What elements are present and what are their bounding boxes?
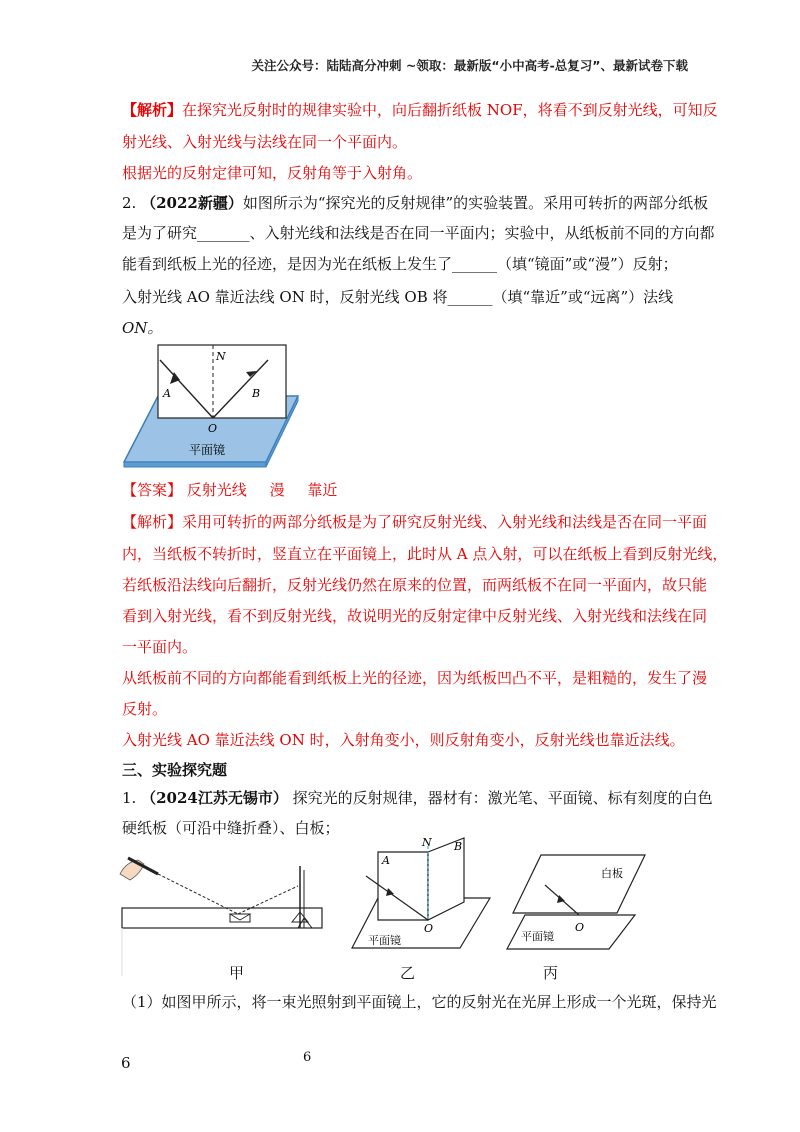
question-2-line-4: 入射光线 AO 靠近法线 ON 时，反射光线 OB 将______（填“靠近”或“远离”）法线: [122, 288, 674, 306]
answer-tag: 【答案】: [122, 481, 183, 499]
label-A: A: [163, 387, 171, 400]
figure-jia: [118, 848, 326, 978]
svg-text:平面镜: 平面镜: [368, 934, 401, 947]
svg-text:A: A: [382, 854, 390, 867]
svg-text:O: O: [424, 922, 434, 935]
figure-yi: [348, 830, 498, 960]
figure-jia-caption: 甲: [229, 964, 245, 982]
label-B: B: [252, 387, 261, 400]
label-N: N: [216, 350, 226, 363]
svg-text:平面镜: 平面镜: [521, 930, 554, 943]
question-1-line-1: 1. （2024江苏无锡市） 探究光的反射规律，器材有：激光笔、平面镜、标有刻度的白色: [122, 789, 713, 807]
white-board: [513, 855, 645, 913]
question-2-line-3: 能看到纸板上光的径迹，是因为光在纸板上发生了______（填“镜面”或“漫”）反射；: [122, 255, 678, 273]
analysis-1-line-2: 射光线、入射光线与法线在同一个平面内。: [122, 133, 408, 151]
svg-text:O: O: [575, 921, 585, 934]
figure-yi-caption: 乙: [400, 964, 416, 982]
reflection-figure: [118, 340, 308, 470]
question-number: 1.: [122, 789, 137, 807]
label-O: O: [208, 422, 218, 435]
analysis-2-line-6: 从纸板前不同的方向都能看到纸板上光的径迹，因为纸板凹凸不平，是粗糙的，发生了漫: [122, 669, 708, 687]
question-2-line-2: 是为了研究_______、入射光线和法线是否在同一平面内；实验中，从纸板前不同的方向都: [122, 224, 715, 242]
mirror: [230, 914, 250, 922]
analysis-2-line-5: 一平面内。: [122, 638, 198, 656]
svg-text:B: B: [454, 840, 463, 853]
analysis-2-line-1: 【解析】采用可转折的两部分纸板是为了研究反射光线、入射光线和法线是否在同一平面: [122, 513, 708, 531]
page-number-center: 6: [303, 1050, 312, 1065]
analysis-2-line-4: 看到入射光线，看不到反射光线，故说明光的反射定律中反射光线、入射光线和法线在同: [122, 607, 708, 625]
page-header: 关注公众号：陆陆高分冲刺 ~领取：最新版“小中高考-总复习”、最新试卷下载: [251, 58, 688, 73]
figure-bing-caption: 丙: [543, 964, 559, 982]
analysis-2-line-7: 反射。: [122, 700, 168, 718]
question-2-line-1: 2. （2022新疆）如图所示为“探究光的反射规律”的实验装置。采用可转折的两部分纸板: [122, 194, 709, 212]
answer-2: 【答案】 反射光线 漫 靠近: [122, 481, 338, 499]
svg-text:白板: 白板: [601, 867, 623, 880]
section-title: 三、实验探究题: [122, 761, 228, 779]
analysis-tag: 【解析】: [122, 101, 183, 119]
analysis-1-line-1: 【解析】在探究光反射时的规律实验中，向后翻折纸板 NOF，将看不到反射光线，可知反: [122, 101, 718, 119]
analysis-1-line-3: 根据光的反射定律可知，反射角等于入射角。: [122, 164, 423, 182]
svg-text:N: N: [422, 836, 432, 849]
question-source: （2022新疆）: [141, 194, 243, 212]
question-number: 2.: [122, 194, 137, 212]
analysis-tag: 【解析】: [122, 513, 183, 531]
question-2-line-5: ON。: [122, 319, 163, 337]
figure-bing: [505, 845, 655, 955]
analysis-2-line-2: 内，当纸板不转折时，竖直立在平面镜上，此时从 A 点入射，可以在纸板上看到反射光线，: [122, 545, 728, 563]
question-1-part-1: （1）如图甲所示，将一束光照射到平面镜上，它的反射光在光屏上形成一个光斑，保持光: [122, 993, 717, 1011]
analysis-2-line-3: 若纸板沿法线向后翻折，反射光线仍然在原来的位置，而两纸板不在同一平面内，故只能: [122, 576, 708, 594]
question-1-line-2: 硬纸板（可沿中缝折叠）、白板；: [122, 819, 340, 837]
analysis-2-line-8: 入射光线 AO 靠近法线 ON 时，入射角变小，则反射角变小，反射光线也靠近法线。: [122, 731, 685, 749]
page-number-left: 6: [121, 1054, 131, 1072]
question-source: （2024江苏无锡市）: [141, 789, 288, 807]
mirror-label: 平面镜: [189, 443, 226, 457]
